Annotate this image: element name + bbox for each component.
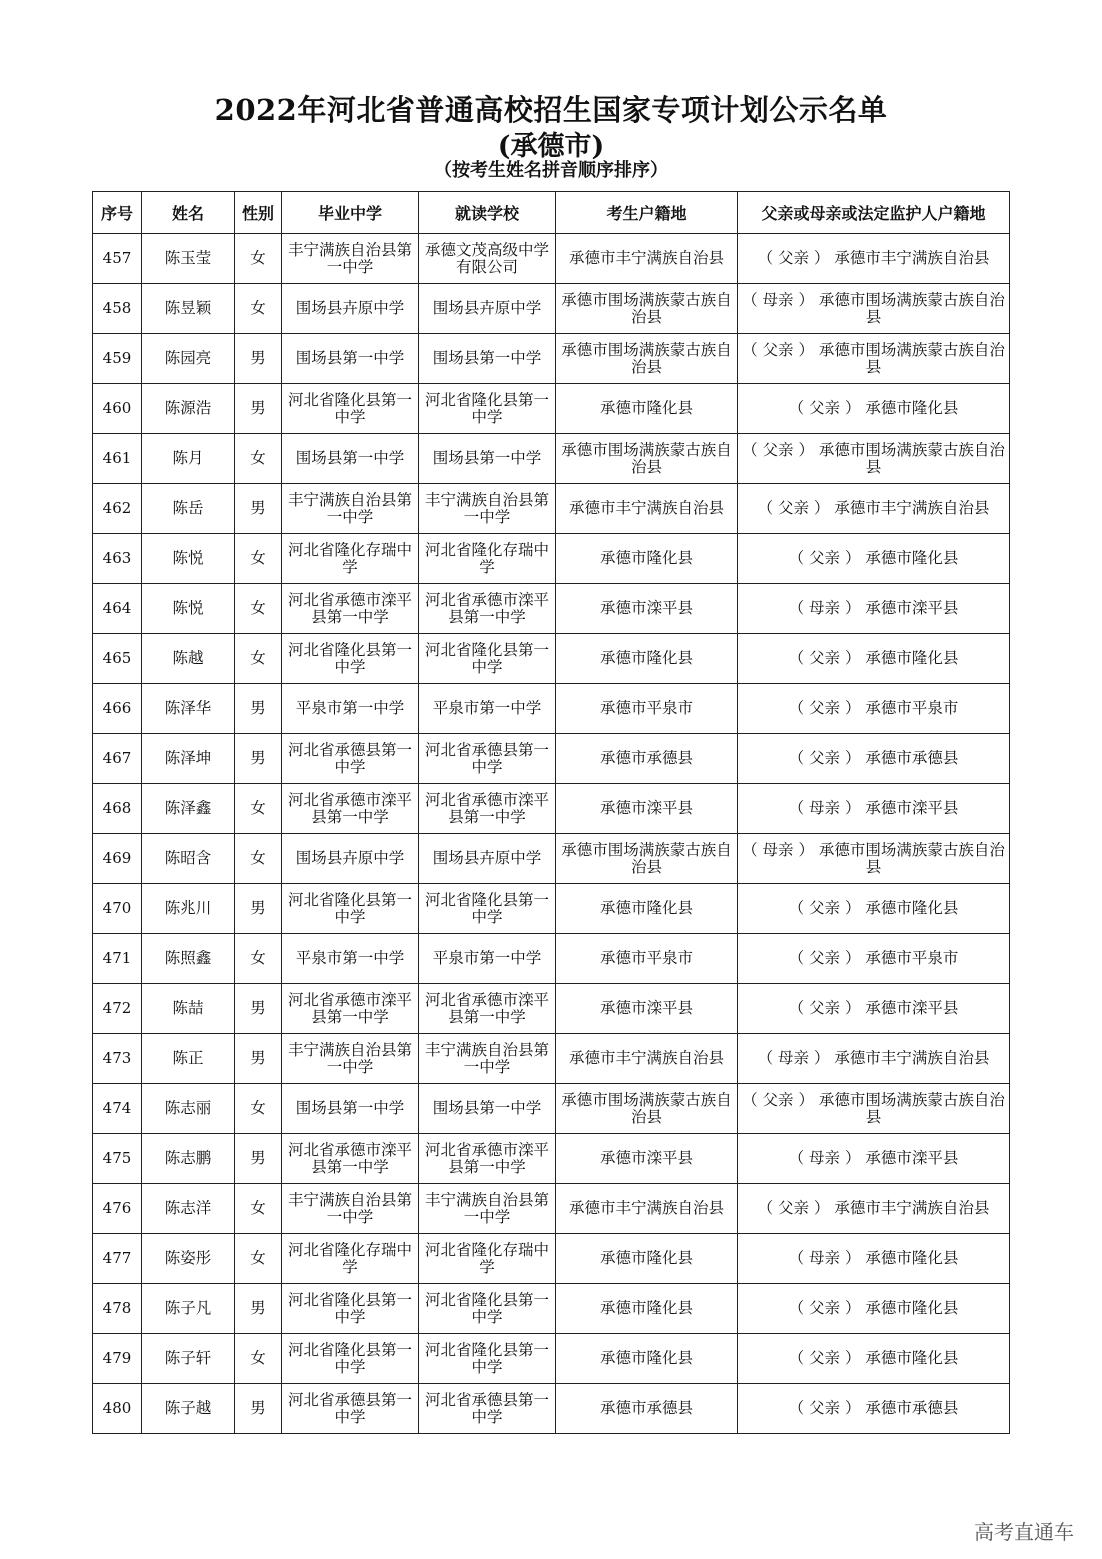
table-row <box>93 1084 1010 1134</box>
cell-parent-hukou <box>738 1284 1010 1334</box>
parent-hukou-place: 承德市隆化县 <box>865 549 959 567</box>
table-row <box>93 434 1010 484</box>
table-header-row <box>93 192 1010 234</box>
cell-study-school: 河北省隆化县第一中学 <box>419 384 556 434</box>
parent-relation: （ 母亲 ） <box>742 290 814 309</box>
table-row <box>93 784 1010 834</box>
parent-relation: （ 母亲 ） <box>788 599 861 617</box>
cell-no: 471 <box>93 934 142 984</box>
parent-relation: （ 父亲 ） <box>788 699 861 717</box>
header-hukou: 考生户籍地 <box>556 192 738 234</box>
cell-parent-hukou <box>738 734 1010 784</box>
cell-gender: 男 <box>235 484 282 534</box>
table-row <box>93 884 1010 934</box>
cell-name: 陈泽坤 <box>142 734 235 784</box>
table-row <box>93 684 1010 734</box>
table-row <box>93 1284 1010 1334</box>
cell-study-school: 河北省承德市滦平县第一中学 <box>419 784 556 834</box>
cell-name: 陈昭含 <box>142 834 235 884</box>
cell-gender: 女 <box>235 934 282 984</box>
cell-parent-hukou <box>738 234 1010 284</box>
cell-grad-school: 河北省承德市滦平县第一中学 <box>282 984 419 1034</box>
cell-no: 474 <box>93 1084 142 1134</box>
cell-gender: 男 <box>235 1384 282 1434</box>
cell-hukou: 承德市承德县 <box>556 734 738 784</box>
cell-gender: 女 <box>235 434 282 484</box>
cell-study-school: 河北省承德市滦平县第一中学 <box>419 1134 556 1184</box>
cell-study-school: 承德文茂高级中学有限公司 <box>419 234 556 284</box>
cell-grad-school: 围场县第一中学 <box>282 334 419 384</box>
cell-gender: 男 <box>235 1034 282 1084</box>
parent-relation: （ 父亲 ） <box>742 1090 814 1109</box>
cell-study-school: 围场县第一中学 <box>419 334 556 384</box>
header-name: 姓名 <box>142 192 235 234</box>
table-row <box>93 1234 1010 1284</box>
cell-study-school: 丰宁满族自治县第一中学 <box>419 1184 556 1234</box>
cell-parent-hukou <box>738 484 1010 534</box>
cell-no: 464 <box>93 584 142 634</box>
cell-parent-hukou <box>738 1134 1010 1184</box>
cell-no: 461 <box>93 434 142 484</box>
cell-hukou: 承德市隆化县 <box>556 1334 738 1384</box>
parent-hukou-place: 承德市隆化县 <box>865 1299 959 1317</box>
parent-relation: （ 父亲 ） <box>788 899 861 917</box>
parent-hukou-place: 承德市隆化县 <box>865 1349 959 1367</box>
cell-name: 陈姿彤 <box>142 1234 235 1284</box>
parent-hukou-place: 承德市滦平县 <box>865 1149 959 1167</box>
cell-gender: 女 <box>235 1084 282 1134</box>
cell-grad-school: 河北省隆化县第一中学 <box>282 384 419 434</box>
parent-hukou-place: 承德市丰宁满族自治县 <box>834 1199 990 1217</box>
cell-parent-hukou <box>738 1234 1010 1284</box>
cell-study-school: 河北省隆化存瑞中学 <box>419 1234 556 1284</box>
parent-hukou-place: 承德市承德县 <box>865 749 959 767</box>
page-subtitle-city: (承德市) <box>497 131 605 162</box>
header-gender: 性别 <box>235 192 282 234</box>
cell-name: 陈泽华 <box>142 684 235 734</box>
parent-relation: （ 母亲 ） <box>742 840 814 859</box>
cell-grad-school: 河北省承德县第一中学 <box>282 1384 419 1434</box>
parent-hukou-place: 承德市滦平县 <box>865 599 959 617</box>
parent-relation: （ 父亲 ） <box>788 549 861 567</box>
parent-hukou-place: 承德市隆化县 <box>865 649 959 667</box>
table-row <box>93 484 1010 534</box>
cell-gender: 男 <box>235 384 282 434</box>
header-study-school: 就读学校 <box>419 192 556 234</box>
cell-name: 陈越 <box>142 634 235 684</box>
parent-relation: （ 父亲 ） <box>788 1299 861 1317</box>
cell-gender: 女 <box>235 784 282 834</box>
cell-name: 陈子轩 <box>142 1334 235 1384</box>
cell-grad-school: 平泉市第一中学 <box>282 684 419 734</box>
parent-hukou-place: 承德市隆化县 <box>865 399 959 417</box>
parent-hukou-place: 承德市隆化县 <box>865 899 959 917</box>
cell-parent-hukou <box>738 1184 1010 1234</box>
cell-grad-school: 河北省隆化县第一中学 <box>282 1334 419 1384</box>
table-row <box>93 534 1010 584</box>
cell-grad-school: 丰宁满族自治县第一中学 <box>282 1034 419 1084</box>
cell-parent-hukou <box>738 1084 1010 1134</box>
cell-parent-hukou <box>738 884 1010 934</box>
cell-gender: 女 <box>235 284 282 334</box>
cell-gender: 女 <box>235 1334 282 1384</box>
cell-parent-hukou <box>738 284 1010 334</box>
cell-hukou: 承德市隆化县 <box>556 1234 738 1284</box>
cell-parent-hukou <box>738 334 1010 384</box>
cell-grad-school: 河北省隆化存瑞中学 <box>282 534 419 584</box>
cell-gender: 女 <box>235 634 282 684</box>
cell-grad-school: 河北省承德市滦平县第一中学 <box>282 584 419 634</box>
parent-relation: （ 母亲 ） <box>788 799 861 817</box>
cell-hukou: 承德市隆化县 <box>556 884 738 934</box>
cell-grad-school: 平泉市第一中学 <box>282 934 419 984</box>
cell-hukou: 承德市丰宁满族自治县 <box>556 234 738 284</box>
table-row <box>93 384 1010 434</box>
table-row <box>93 984 1010 1034</box>
cell-grad-school: 河北省隆化存瑞中学 <box>282 1234 419 1284</box>
cell-study-school: 河北省承德市滦平县第一中学 <box>419 984 556 1034</box>
cell-study-school: 河北省隆化县第一中学 <box>419 1334 556 1384</box>
parent-relation: （ 父亲 ） <box>788 649 861 667</box>
parent-hukou-place: 承德市丰宁满族自治县 <box>834 499 990 517</box>
cell-gender: 男 <box>235 734 282 784</box>
cell-gender: 女 <box>235 834 282 884</box>
table-row <box>93 1334 1010 1384</box>
cell-no: 475 <box>93 1134 142 1184</box>
cell-gender: 男 <box>235 884 282 934</box>
parent-hukou-place: 承德市围场满族蒙古族自治县 <box>818 340 1005 376</box>
table-row <box>93 734 1010 784</box>
parent-hukou-place: 承德市隆化县 <box>865 1249 959 1267</box>
cell-hukou: 承德市滦平县 <box>556 784 738 834</box>
parent-relation: （ 父亲 ） <box>742 440 814 459</box>
cell-grad-school: 围场县第一中学 <box>282 1084 419 1134</box>
parent-relation: （ 父亲 ） <box>757 1199 830 1217</box>
cell-no: 468 <box>93 784 142 834</box>
cell-study-school: 河北省隆化存瑞中学 <box>419 534 556 584</box>
watermark-text: 高考直通车 <box>974 1520 1074 1544</box>
header-parent-hukou: 父亲或母亲或法定监护人户籍地 <box>738 192 1010 234</box>
cell-name: 陈子凡 <box>142 1284 235 1334</box>
cell-hukou: 承德市隆化县 <box>556 534 738 584</box>
cell-no: 472 <box>93 984 142 1034</box>
parent-hukou-place: 承德市滦平县 <box>865 799 959 817</box>
cell-no: 467 <box>93 734 142 784</box>
cell-name: 陈志洋 <box>142 1184 235 1234</box>
cell-no: 480 <box>93 1384 142 1434</box>
table-row <box>93 934 1010 984</box>
parent-relation: （ 父亲 ） <box>742 340 814 359</box>
parent-hukou-place: 承德市丰宁满族自治县 <box>834 249 990 267</box>
cell-name: 陈照鑫 <box>142 934 235 984</box>
cell-study-school: 围场县第一中学 <box>419 1084 556 1134</box>
table-row <box>93 584 1010 634</box>
cell-hukou: 承德市滦平县 <box>556 984 738 1034</box>
cell-parent-hukou <box>738 434 1010 484</box>
table-row <box>93 1134 1010 1184</box>
table-row <box>93 834 1010 884</box>
page-sort-note: （按考生姓名拼音顺序排序） <box>434 160 668 181</box>
cell-no: 463 <box>93 534 142 584</box>
cell-grad-school: 河北省承德县第一中学 <box>282 734 419 784</box>
parent-relation: （ 父亲 ） <box>788 999 861 1017</box>
cell-hukou: 承德市隆化县 <box>556 634 738 684</box>
cell-hukou: 承德市隆化县 <box>556 384 738 434</box>
cell-parent-hukou <box>738 1034 1010 1084</box>
cell-parent-hukou <box>738 684 1010 734</box>
cell-no: 478 <box>93 1284 142 1334</box>
parent-hukou-place: 承德市丰宁满族自治县 <box>834 1049 990 1067</box>
parent-hukou-place: 承德市围场满族蒙古族自治县 <box>818 840 1005 876</box>
cell-gender: 女 <box>235 584 282 634</box>
cell-gender: 男 <box>235 1284 282 1334</box>
cell-study-school: 丰宁满族自治县第一中学 <box>419 1034 556 1084</box>
parent-relation: （ 母亲 ） <box>788 1249 861 1267</box>
parent-relation: （ 父亲 ） <box>788 749 861 767</box>
cell-name: 陈志丽 <box>142 1084 235 1134</box>
cell-hukou: 承德市围场满族蒙古族自治县 <box>556 334 738 384</box>
cell-hukou: 承德市承德县 <box>556 1384 738 1434</box>
cell-gender: 女 <box>235 1234 282 1284</box>
cell-gender: 女 <box>235 534 282 584</box>
cell-grad-school: 围场县卉原中学 <box>282 284 419 334</box>
cell-name: 陈正 <box>142 1034 235 1084</box>
cell-name: 陈泽鑫 <box>142 784 235 834</box>
header-grad-school: 毕业中学 <box>282 192 419 234</box>
cell-grad-school: 丰宁满族自治县第一中学 <box>282 234 419 284</box>
cell-gender: 女 <box>235 234 282 284</box>
cell-grad-school: 围场县卉原中学 <box>282 834 419 884</box>
cell-gender: 男 <box>235 1134 282 1184</box>
parent-hukou-place: 承德市滦平县 <box>865 999 959 1017</box>
parent-relation: （ 父亲 ） <box>788 399 861 417</box>
cell-no: 459 <box>93 334 142 384</box>
cell-hukou: 承德市滦平县 <box>556 584 738 634</box>
cell-hukou: 承德市围场满族蒙古族自治县 <box>556 834 738 884</box>
cell-grad-school: 围场县第一中学 <box>282 434 419 484</box>
cell-hukou: 承德市平泉市 <box>556 934 738 984</box>
cell-parent-hukou <box>738 834 1010 884</box>
cell-grad-school: 河北省隆化县第一中学 <box>282 634 419 684</box>
cell-name: 陈岳 <box>142 484 235 534</box>
cell-hukou: 承德市围场满族蒙古族自治县 <box>556 1084 738 1134</box>
parent-hukou-place: 承德市围场满族蒙古族自治县 <box>818 440 1005 476</box>
cell-study-school: 河北省隆化县第一中学 <box>419 634 556 684</box>
cell-study-school: 河北省承德县第一中学 <box>419 734 556 784</box>
cell-no: 457 <box>93 234 142 284</box>
cell-no: 458 <box>93 284 142 334</box>
parent-hukou-place: 承德市平泉市 <box>865 699 959 717</box>
table-row <box>93 1184 1010 1234</box>
cell-no: 473 <box>93 1034 142 1084</box>
cell-no: 470 <box>93 884 142 934</box>
cell-name: 陈悦 <box>142 584 235 634</box>
parent-relation: （ 母亲 ） <box>788 1149 861 1167</box>
cell-parent-hukou <box>738 1334 1010 1384</box>
table-row <box>93 334 1010 384</box>
cell-parent-hukou <box>738 984 1010 1034</box>
cell-study-school: 河北省承德县第一中学 <box>419 1384 556 1434</box>
table-row <box>93 634 1010 684</box>
cell-hukou: 承德市平泉市 <box>556 684 738 734</box>
cell-study-school: 围场县卉原中学 <box>419 834 556 884</box>
cell-parent-hukou <box>738 784 1010 834</box>
parent-hukou-place: 承德市平泉市 <box>865 949 959 967</box>
parent-relation: （ 父亲 ） <box>757 249 830 267</box>
cell-parent-hukou <box>738 384 1010 434</box>
cell-study-school: 平泉市第一中学 <box>419 934 556 984</box>
cell-no: 477 <box>93 1234 142 1284</box>
cell-study-school: 河北省隆化县第一中学 <box>419 884 556 934</box>
cell-name: 陈月 <box>142 434 235 484</box>
cell-gender: 男 <box>235 984 282 1034</box>
cell-hukou: 承德市隆化县 <box>556 1284 738 1334</box>
cell-no: 465 <box>93 634 142 684</box>
cell-hukou: 承德市围场满族蒙古族自治县 <box>556 434 738 484</box>
cell-hukou: 承德市围场满族蒙古族自治县 <box>556 284 738 334</box>
cell-name: 陈兆川 <box>142 884 235 934</box>
cell-name: 陈悦 <box>142 534 235 584</box>
cell-gender: 男 <box>235 684 282 734</box>
table-row <box>93 1034 1010 1084</box>
cell-hukou: 承德市丰宁满族自治县 <box>556 1034 738 1084</box>
cell-study-school: 河北省承德市滦平县第一中学 <box>419 584 556 634</box>
cell-no: 479 <box>93 1334 142 1384</box>
cell-study-school: 平泉市第一中学 <box>419 684 556 734</box>
cell-grad-school: 河北省隆化县第一中学 <box>282 884 419 934</box>
cell-name: 陈源浩 <box>142 384 235 434</box>
table-row <box>93 1384 1010 1434</box>
cell-no: 466 <box>93 684 142 734</box>
cell-hukou: 承德市滦平县 <box>556 1134 738 1184</box>
cell-name: 陈志鹏 <box>142 1134 235 1184</box>
cell-gender: 女 <box>235 1184 282 1234</box>
cell-parent-hukou <box>738 534 1010 584</box>
cell-parent-hukou <box>738 1384 1010 1434</box>
cell-name: 陈玉莹 <box>142 234 235 284</box>
parent-relation: （ 父亲 ） <box>788 1399 861 1417</box>
cell-hukou: 承德市丰宁满族自治县 <box>556 484 738 534</box>
cell-study-school: 河北省隆化县第一中学 <box>419 1284 556 1334</box>
cell-name: 陈子越 <box>142 1384 235 1434</box>
cell-parent-hukou <box>738 584 1010 634</box>
cell-study-school: 围场县卉原中学 <box>419 284 556 334</box>
table-row <box>93 234 1010 284</box>
cell-hukou: 承德市丰宁满族自治县 <box>556 1184 738 1234</box>
cell-name: 陈园亮 <box>142 334 235 384</box>
parent-relation: （ 母亲 ） <box>757 1049 830 1067</box>
cell-no: 469 <box>93 834 142 884</box>
cell-grad-school: 河北省承德市滦平县第一中学 <box>282 784 419 834</box>
parent-hukou-place: 承德市围场满族蒙古族自治县 <box>818 1090 1005 1126</box>
parent-hukou-place: 承德市承德县 <box>865 1399 959 1417</box>
cell-no: 476 <box>93 1184 142 1234</box>
header-no: 序号 <box>93 192 142 234</box>
cell-name: 陈喆 <box>142 984 235 1034</box>
page-title: 2022年河北省普通高校招生国家专项计划公示名单 <box>214 93 888 127</box>
cell-parent-hukou <box>738 934 1010 984</box>
cell-grad-school: 丰宁满族自治县第一中学 <box>282 484 419 534</box>
cell-grad-school: 丰宁满族自治县第一中学 <box>282 1184 419 1234</box>
cell-study-school: 丰宁满族自治县第一中学 <box>419 484 556 534</box>
cell-name: 陈昱颖 <box>142 284 235 334</box>
table-row <box>93 284 1010 334</box>
roster-table <box>92 191 1010 1434</box>
cell-study-school: 围场县第一中学 <box>419 434 556 484</box>
parent-relation: （ 父亲 ） <box>788 1349 861 1367</box>
cell-grad-school: 河北省隆化县第一中学 <box>282 1284 419 1334</box>
parent-relation: （ 父亲 ） <box>788 949 861 967</box>
parent-hukou-place: 承德市围场满族蒙古族自治县 <box>818 290 1005 326</box>
cell-gender: 男 <box>235 334 282 384</box>
cell-no: 462 <box>93 484 142 534</box>
parent-relation: （ 父亲 ） <box>757 499 830 517</box>
cell-grad-school: 河北省承德市滦平县第一中学 <box>282 1134 419 1184</box>
cell-no: 460 <box>93 384 142 434</box>
cell-parent-hukou <box>738 634 1010 684</box>
